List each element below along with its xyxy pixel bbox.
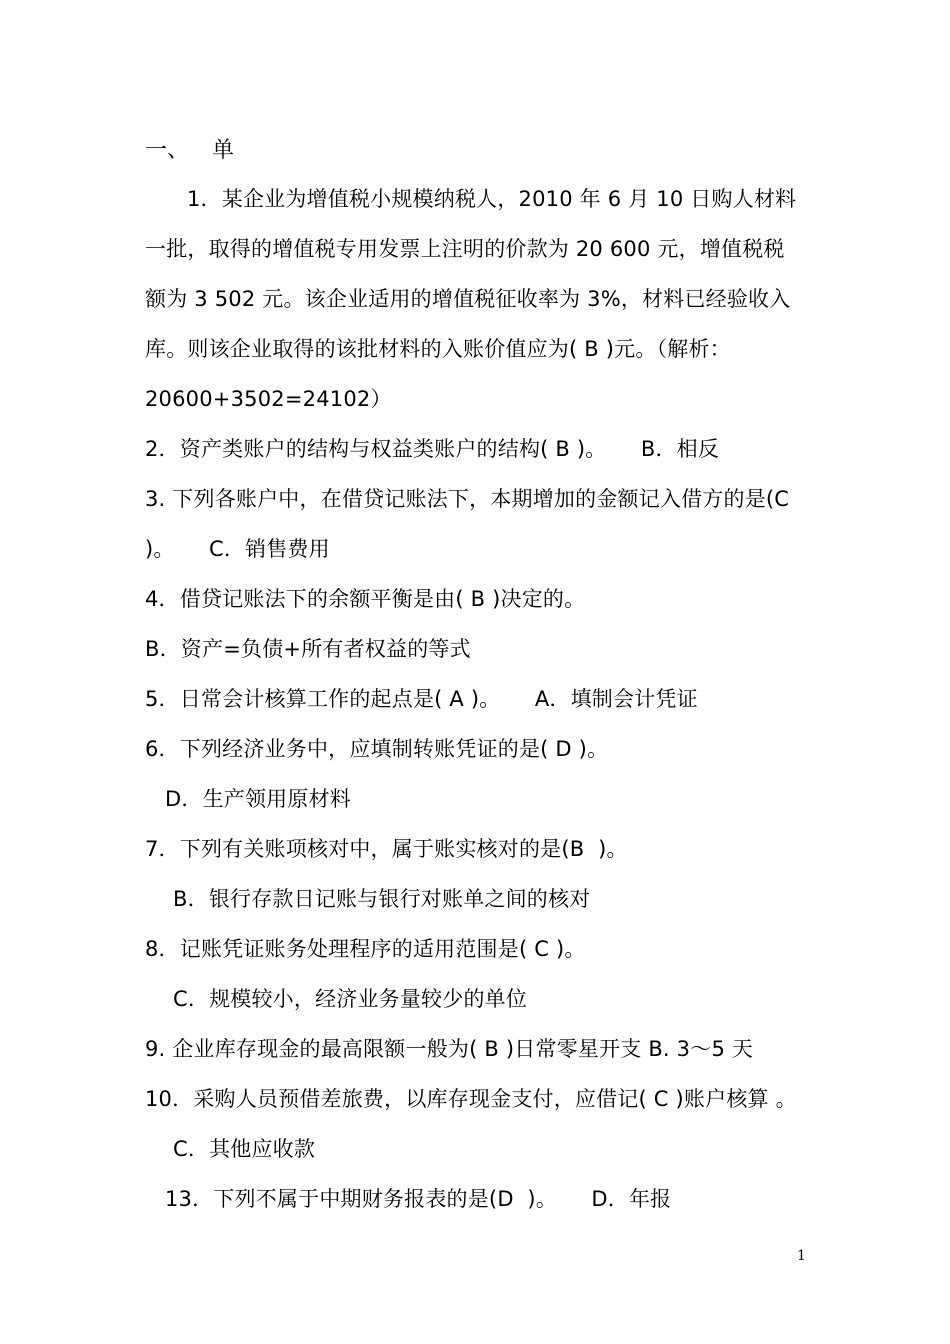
question-3-line-2: )。 C．销售费用 <box>145 537 330 561</box>
question-10: 10．采购人员预借差旅费，以库存现金支付，应借记( C )账户核算 。 <box>145 1087 797 1111</box>
question-7-answer: B．银行存款日记账与银行对账单之间的核对 <box>173 887 591 911</box>
question-9: 9. 企业库存现金的最高限额一般为( B )日常零星开支 B. 3～5 天 <box>145 1037 754 1061</box>
question-5: 5．日常会计核算工作的起点是( A )。 A．填制会计凭证 <box>145 687 698 711</box>
question-3-line-1: 3. 下列各账户中，在借贷记账法下，本期增加的金额记入借方的是(C <box>145 487 790 511</box>
question-8-answer: C．规模较小，经济业务量较少的单位 <box>173 987 528 1011</box>
question-1-line-5: 20600+3502=24102） <box>145 387 392 411</box>
question-10-answer: C．其他应收款 <box>173 1137 316 1161</box>
section-heading-number: 一、 <box>145 138 190 163</box>
question-4-answer: B．资产=负债+所有者权益的等式 <box>145 637 471 661</box>
question-1-line-2: 一批，取得的增值税专用发票上注明的价款为 20 600 元，增值税税 <box>145 237 785 261</box>
question-6: 6．下列经济业务中，应填制转账凭证的是( D )。 <box>145 737 609 761</box>
question-1-line-1: 1．某企业为增值税小规模纳税人，2010 年 6 月 10 日购人材料 <box>187 187 797 211</box>
question-1-line-3: 额为 3 502 元。该企业适用的增值税征收率为 3%，材料已经验收入 <box>145 287 791 311</box>
question-2: 2．资产类账户的结构与权益类账户的结构( B )。 B．相反 <box>145 437 720 461</box>
page-number: 1 <box>797 1248 806 1264</box>
question-1-line-4: 库。则该企业取得的该批材料的入账价值应为( B )元。（解析： <box>145 337 731 361</box>
question-6-answer: D．生产领用原材料 <box>165 787 351 811</box>
question-8: 8．记账凭证账务处理程序的适用范围是( C )。 <box>145 937 586 961</box>
question-4: 4．借贷记账法下的余额平衡是由( B )决定的。 <box>145 587 586 611</box>
section-heading-title: 单 <box>212 138 235 163</box>
question-13: 13．下列不属于中期财务报表的是(D )。 D．年报 <box>165 1187 672 1211</box>
question-7: 7．下列有关账项核对中，属于账实核对的是(B )。 <box>145 837 628 861</box>
